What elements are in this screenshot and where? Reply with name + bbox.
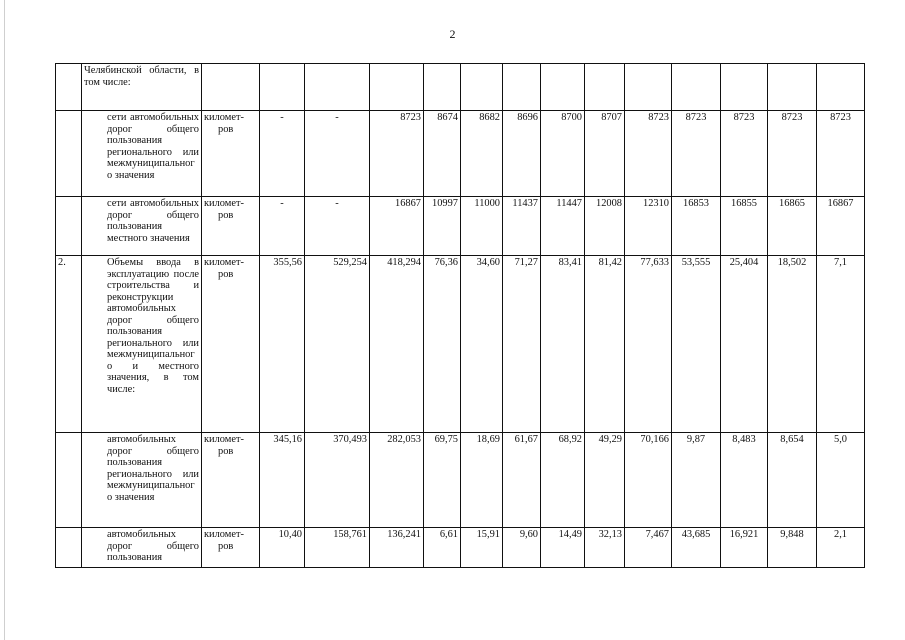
value-cell: 18,69: [461, 433, 503, 528]
indicator-name-cell: Объемы ввода в эксплуатацию после строительства и реконструкции автомобильных дорог общего пользования регионального или межмуниципального и местного значения, в том числе:: [82, 256, 202, 433]
value-cell: [817, 64, 865, 111]
value-cell: 8723: [370, 111, 424, 197]
value-cell: 11000: [461, 197, 503, 256]
value-cell: 8723: [817, 111, 865, 197]
value-cell: 61,67: [503, 433, 541, 528]
value-cell: 16,921: [721, 528, 768, 568]
value-cell: 12008: [585, 197, 625, 256]
value-cell: 15,91: [461, 528, 503, 568]
value-cell: 16865: [768, 197, 817, 256]
unit-text-bottom: ров: [218, 209, 234, 221]
value-cell: 81,42: [585, 256, 625, 433]
value-cell: 11437: [503, 197, 541, 256]
value-cell: 16855: [721, 197, 768, 256]
value-cell: 32,13: [585, 528, 625, 568]
value-cell: 16867: [370, 197, 424, 256]
value-cell: -: [305, 197, 370, 256]
unit-cell: [202, 197, 260, 256]
unit-cell: [202, 64, 260, 111]
value-cell: 76,36: [424, 256, 461, 433]
value-cell: 8723: [721, 111, 768, 197]
value-cell: 16867: [817, 197, 865, 256]
value-cell: 345,16: [260, 433, 305, 528]
indicator-name-cell: сети автомобильных дорог общего пользования регионального или межмуниципального значения: [82, 111, 202, 197]
row-number-cell: [56, 197, 82, 256]
value-cell: 9,60: [503, 528, 541, 568]
value-cell: 68,92: [541, 433, 585, 528]
value-cell: 69,75: [424, 433, 461, 528]
table-row: [56, 528, 865, 568]
table-row: [56, 256, 865, 433]
value-cell: 71,27: [503, 256, 541, 433]
unit-text-bottom: ров: [218, 445, 234, 457]
value-cell: [260, 64, 305, 111]
value-cell: [461, 64, 503, 111]
value-cell: 8723: [625, 111, 672, 197]
table-row: [56, 111, 865, 197]
value-cell: 8723: [672, 111, 721, 197]
value-cell: 7,1: [817, 256, 865, 433]
indicator-name-cell: автомобильных дорог общего пользования регионального или межмуниципального значения: [82, 433, 202, 528]
value-cell: [672, 64, 721, 111]
value-cell: [721, 64, 768, 111]
value-cell: 12310: [625, 197, 672, 256]
value-cell: 158,761: [305, 528, 370, 568]
value-cell: 34,60: [461, 256, 503, 433]
unit-cell: [202, 256, 260, 433]
unit-text-bottom: ров: [218, 268, 234, 280]
row-number-cell: [56, 111, 82, 197]
indicator-name-cell: Челябинской области, в том числе:: [82, 64, 202, 111]
value-cell: 70,166: [625, 433, 672, 528]
value-cell: 83,41: [541, 256, 585, 433]
value-cell: 25,404: [721, 256, 768, 433]
indicators-table: [55, 63, 865, 568]
row-number-cell: [56, 64, 82, 111]
unit-cell: [202, 528, 260, 568]
value-cell: 10997: [424, 197, 461, 256]
value-cell: 77,633: [625, 256, 672, 433]
row-number-cell: 2.: [56, 256, 82, 433]
unit-text-top: километ-: [204, 198, 244, 209]
value-cell: [424, 64, 461, 111]
indicator-name-cell: автомобильных дорог общего пользования: [82, 528, 202, 568]
unit-text-top: километ-: [204, 257, 244, 268]
value-cell: 8723: [768, 111, 817, 197]
value-cell: 18,502: [768, 256, 817, 433]
value-cell: 8682: [461, 111, 503, 197]
page-number: 2: [449, 27, 456, 41]
unit-text-top: километ-: [204, 529, 244, 540]
value-cell: 14,49: [541, 528, 585, 568]
value-cell: 8,654: [768, 433, 817, 528]
value-cell: -: [260, 111, 305, 197]
unit-text-bottom: ров: [218, 123, 234, 135]
value-cell: -: [260, 197, 305, 256]
value-cell: 10,40: [260, 528, 305, 568]
value-cell: [625, 64, 672, 111]
value-cell: 282,053: [370, 433, 424, 528]
value-cell: [305, 64, 370, 111]
value-cell: [541, 64, 585, 111]
value-cell: 8696: [503, 111, 541, 197]
value-cell: 370,493: [305, 433, 370, 528]
value-cell: 8707: [585, 111, 625, 197]
indicator-name-cell: сети автомобильных дорог общего пользования местного значения: [82, 197, 202, 256]
row-number-cell: [56, 433, 82, 528]
unit-cell: [202, 111, 260, 197]
page-edge-line: [4, 0, 5, 640]
value-cell: 5,0: [817, 433, 865, 528]
unit-text-bottom: ров: [218, 540, 234, 552]
value-cell: [768, 64, 817, 111]
value-cell: 43,685: [672, 528, 721, 568]
value-cell: 136,241: [370, 528, 424, 568]
value-cell: [585, 64, 625, 111]
value-cell: 355,56: [260, 256, 305, 433]
value-cell: 53,555: [672, 256, 721, 433]
value-cell: 16853: [672, 197, 721, 256]
value-cell: 9,848: [768, 528, 817, 568]
row-number-cell: [56, 528, 82, 568]
table-row: [56, 64, 865, 111]
table-row: [56, 197, 865, 256]
value-cell: 8,483: [721, 433, 768, 528]
unit-text-top: километ-: [204, 112, 244, 123]
unit-text-top: километ-: [204, 434, 244, 445]
value-cell: 8700: [541, 111, 585, 197]
value-cell: 8674: [424, 111, 461, 197]
value-cell: 6,61: [424, 528, 461, 568]
value-cell: 529,254: [305, 256, 370, 433]
value-cell: 2,1: [817, 528, 865, 568]
value-cell: 7,467: [625, 528, 672, 568]
unit-cell: [202, 433, 260, 528]
value-cell: 418,294: [370, 256, 424, 433]
table-row: [56, 433, 865, 528]
value-cell: 11447: [541, 197, 585, 256]
value-cell: [370, 64, 424, 111]
value-cell: -: [305, 111, 370, 197]
value-cell: [503, 64, 541, 111]
value-cell: 9,87: [672, 433, 721, 528]
value-cell: 49,29: [585, 433, 625, 528]
